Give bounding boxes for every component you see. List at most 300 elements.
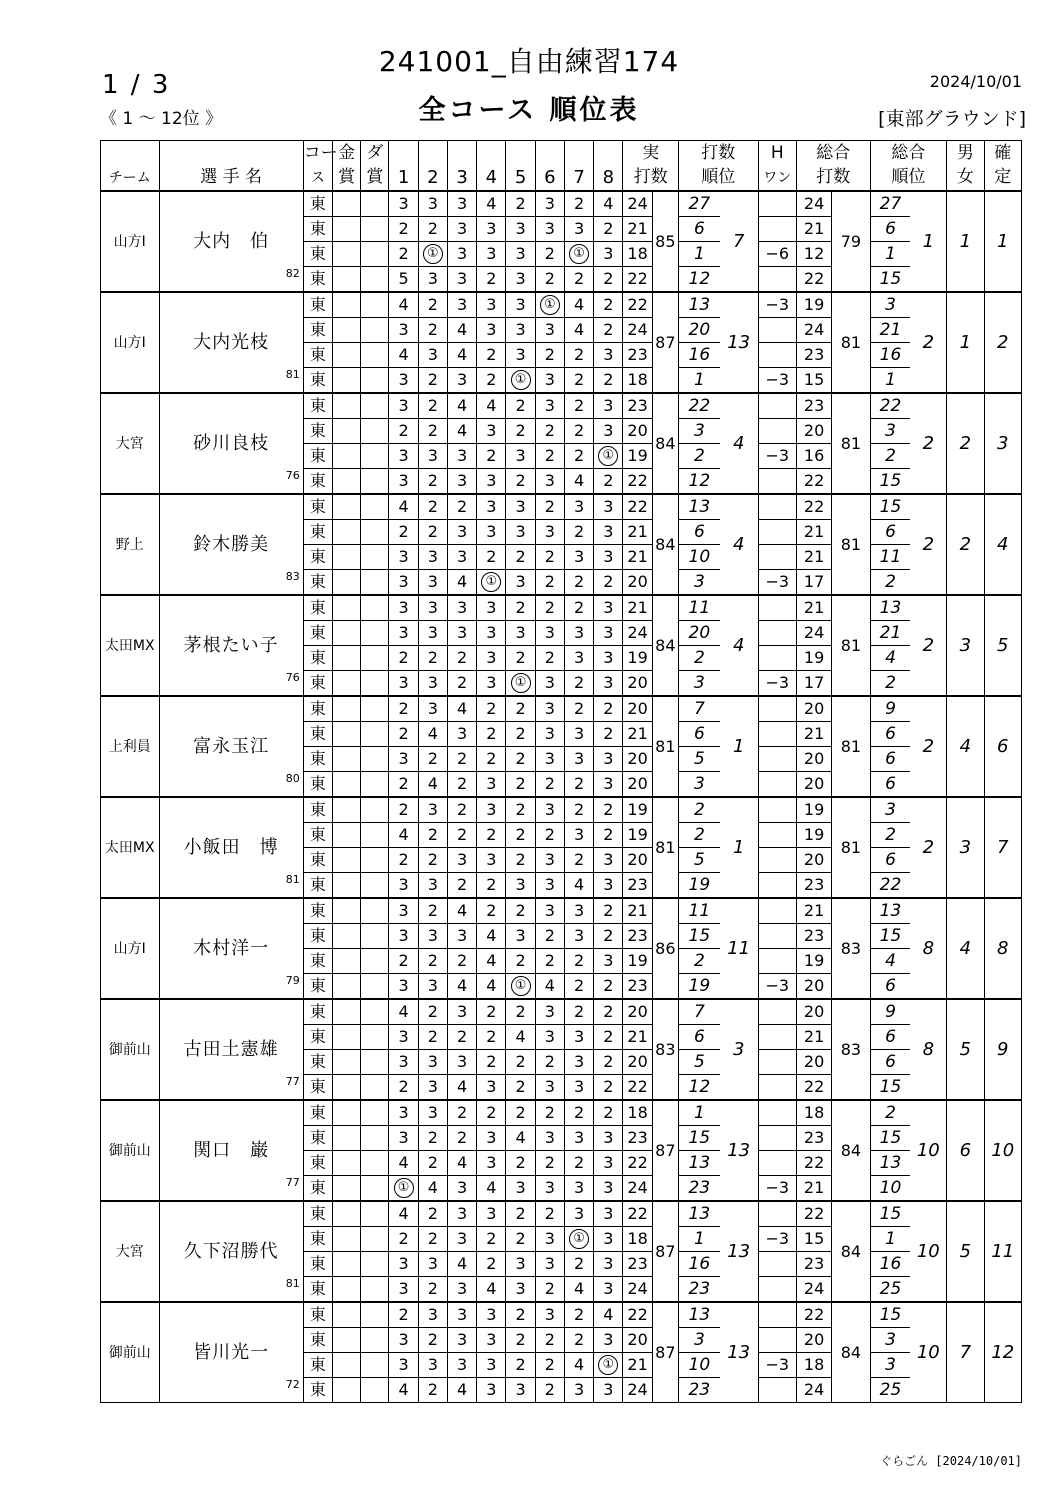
hole-score: 2 [535,343,564,368]
course-cell: 東 [303,1151,332,1176]
hole-score: 2 [418,1126,447,1151]
hole-score: 3 [506,318,535,343]
hole-score: 3 [447,1353,476,1378]
round-total-rank: 16 [870,343,910,368]
hole-score: 3 [389,1126,418,1151]
round-strokes-rank: 3 [678,419,719,444]
round-total-strokes: 21 [796,1025,831,1050]
hole-score: 2 [564,595,593,621]
player-age: 81 [285,1277,300,1290]
round-sum: 19 [623,646,652,671]
final-rank: 1 [984,191,1021,292]
h-one-cell [758,924,796,949]
hole-score: 3 [477,848,506,873]
round-total-rank: 1 [870,1227,910,1252]
round-sum: 24 [623,621,652,646]
round-strokes-rank: 1 [678,242,719,267]
da-cell [361,595,389,621]
round-sum: 24 [623,191,652,217]
team-name: 太田MX [101,797,160,898]
hole-score: 2 [418,999,447,1025]
hole-score: 3 [418,191,447,217]
actual-rank: 13 [720,1100,758,1201]
hole-score: 3 [477,242,506,267]
hole-score: 2 [594,898,623,924]
hole-score: 2 [535,444,564,469]
hole-score: 3 [535,1126,564,1151]
hole-score: 2 [594,292,623,318]
round-total-strokes: 16 [796,444,831,469]
hole-score: 3 [447,444,476,469]
hole-score: 3 [535,393,564,419]
hole-score: 2 [535,595,564,621]
da-cell [361,1126,389,1151]
hole-score: 2 [535,1353,564,1378]
actual-strokes: 81 [652,696,678,797]
actual-rank: 4 [720,393,758,494]
hole-score: 3 [389,595,418,621]
total-rank: 10 [910,1201,946,1302]
round-strokes-rank: 16 [678,1252,719,1277]
hole-score: 3 [535,696,564,722]
player-header: 選 手 名 [159,165,303,191]
player-name: 大内 伯 82 [159,191,303,292]
round-total-strokes: 24 [796,191,831,217]
hole-score: 3 [564,898,593,924]
hole-score: 3 [477,671,506,697]
hole-score: 3 [477,1328,506,1353]
hole-score: 4 [389,1201,418,1227]
round-strokes-rank: 23 [678,1378,719,1403]
total-rank: 8 [910,898,946,999]
hole-score: 3 [535,898,564,924]
course-cell: 東 [303,1353,332,1378]
course-cell: 東 [303,999,332,1025]
hole-score: 2 [506,747,535,772]
da-cell [361,267,389,293]
gold-cell [333,242,361,267]
course-cell: 東 [303,595,332,621]
hole-score: 3 [594,1176,623,1202]
da-cell [361,1201,389,1227]
hole-score: 3 [389,1025,418,1050]
gold-cell [333,747,361,772]
hole-score: 3 [506,217,535,242]
round-strokes-rank: 23 [678,1277,719,1303]
hole-score: 2 [418,1227,447,1252]
hole-score: 2 [477,368,506,394]
document-title: 241001_自由練習174 [378,45,680,78]
total-rank: 8 [910,999,946,1100]
gold-cell [333,570,361,596]
hole-score: 3 [447,242,476,267]
h-one-cell [758,999,796,1025]
h-one-cell: −3 [758,444,796,469]
total-rank: 2 [910,393,946,494]
round-total-rank: 2 [870,671,910,697]
hole-score: 3 [447,191,476,217]
hole-score: 3 [447,999,476,1025]
hole-score: 3 [594,646,623,671]
hole-score: 2 [389,722,418,747]
round-total-rank: 15 [870,1126,910,1151]
hole-score: 3 [447,368,476,394]
h-one-cell [758,1126,796,1151]
round-total-rank: 6 [870,848,910,873]
hole-score: 2 [477,1100,506,1126]
h-one-cell [758,1378,796,1403]
round-sum: 18 [623,1100,652,1126]
hole-score: 4 [564,873,593,899]
table-row [101,1302,1022,1328]
round-total-strokes: 21 [796,217,831,242]
round-total-strokes: 17 [796,570,831,596]
hole-score: 3 [506,343,535,368]
gold-cell [333,343,361,368]
hole-score: 3 [535,191,564,217]
hole-score-ace [564,242,593,267]
hole-score: 2 [564,267,593,293]
gold-header: 金 [333,141,361,166]
hole-score: 2 [506,848,535,873]
round-total-strokes: 23 [796,873,831,899]
round-strokes-rank: 6 [678,217,719,242]
hole-score: 3 [389,191,418,217]
h-one-cell [758,267,796,293]
table-row [101,393,1022,419]
h-one-cell [758,419,796,444]
total-strokes: 81 [832,696,870,797]
hole-score: 2 [447,494,476,520]
round-strokes-rank: 3 [678,570,719,596]
hole-score: 2 [418,646,447,671]
h-one-cell [758,520,796,545]
table-row [101,696,1022,722]
da-cell [361,722,389,747]
hole-score: 3 [418,267,447,293]
course-cell: 東 [303,1302,332,1328]
round-sum: 21 [623,595,652,621]
round-sum: 23 [623,1252,652,1277]
gold-cell [333,469,361,495]
round-strokes-rank: 12 [678,267,719,293]
player-name: 富永玉江 80 [159,696,303,797]
hole-score: 3 [594,419,623,444]
page-number: 1 / 3 [102,70,171,100]
hole-score: 3 [594,1328,623,1353]
hole-score: 2 [477,999,506,1025]
da-cell [361,873,389,899]
gold-cell [333,1050,361,1075]
hole-score: 3 [564,823,593,848]
team-name: 御前山 [101,999,160,1100]
hole-score: 3 [535,671,564,697]
hole-score: 2 [564,1328,593,1353]
gender-rank: 5 [947,1201,984,1302]
course-cell: 東 [303,1176,332,1202]
da-cell [361,646,389,671]
round-sum: 19 [623,797,652,823]
table-row [101,1100,1022,1126]
round-strokes-rank: 13 [678,292,719,318]
round-strokes-rank: 19 [678,974,719,1000]
round-sum: 20 [623,772,652,798]
total-rank: 2 [910,797,946,898]
h-one-cell: −3 [758,1227,796,1252]
round-strokes-rank: 19 [678,873,719,899]
total-rank: 2 [910,494,946,595]
hole-in-one-mark: ① [423,244,443,264]
hole-score: 2 [506,696,535,722]
gender-rank: 7 [947,1302,984,1403]
round-total-rank: 21 [870,621,910,646]
da-cell [361,570,389,596]
round-total-rank: 15 [870,267,910,293]
da-cell [361,949,389,974]
actual-rank: 1 [720,797,758,898]
round-strokes-rank: 13 [678,494,719,520]
hole-score: 4 [447,696,476,722]
hole-score: 2 [418,292,447,318]
hole-in-one-mark: ① [481,572,501,592]
course-cell: 東 [303,848,332,873]
total-strokes: 83 [832,999,870,1100]
hole-score: 3 [477,1151,506,1176]
h-one-cell: −3 [758,292,796,318]
hole-score: 2 [535,1378,564,1403]
round-sum: 20 [623,1328,652,1353]
h-one-cell [758,898,796,924]
round-total-rank: 25 [870,1277,910,1303]
h-one-cell [758,393,796,419]
hole-score: 4 [389,1378,418,1403]
round-strokes-rank: 7 [678,696,719,722]
course-cell: 東 [303,1025,332,1050]
hole-score: 3 [477,1126,506,1151]
hole-score: 4 [389,292,418,318]
final-rank: 10 [984,1100,1021,1201]
round-total-strokes: 20 [796,1328,831,1353]
round-total-rank: 25 [870,1378,910,1403]
round-strokes-rank: 11 [678,595,719,621]
round-strokes-rank: 13 [678,1151,719,1176]
h-header: H [758,141,796,166]
h-one-cell [758,1100,796,1126]
hole-score: 2 [506,999,535,1025]
gold-cell [333,1227,361,1252]
hole-score: 4 [506,1025,535,1050]
hole-in-one-mark: ① [511,370,531,390]
gold-cell [333,1075,361,1101]
hole-score: 2 [564,999,593,1025]
round-total-strokes: 23 [796,343,831,368]
round-strokes-rank: 1 [678,1100,719,1126]
actual-strokes: 81 [652,797,678,898]
hole-score: 3 [594,1277,623,1303]
hole-score: 3 [389,621,418,646]
actual-rank: 4 [720,595,758,696]
round-strokes-rank: 23 [678,1176,719,1202]
da-cell [361,1227,389,1252]
hole-score: 2 [535,1100,564,1126]
hole-score-ace [506,974,535,1000]
gender-rank: 5 [947,999,984,1100]
hole-score: 3 [447,1277,476,1303]
actual-rank: 11 [720,898,758,999]
course-cell: 東 [303,545,332,570]
player-name: 鈴木勝美 83 [159,494,303,595]
round-total-strokes: 19 [796,292,831,318]
hole-score: 3 [418,797,447,823]
gender-rank: 3 [947,797,984,898]
round-total-strokes: 21 [796,520,831,545]
hole-score: 3 [594,494,623,520]
hole-score: 3 [506,924,535,949]
table-row [101,191,1022,217]
h-one-cell [758,621,796,646]
hole-score: 3 [594,595,623,621]
round-total-strokes: 22 [796,1302,831,1328]
hole-score: 2 [506,1151,535,1176]
hole-score: 3 [418,343,447,368]
hole-score: 3 [418,1075,447,1101]
hole-score: 2 [477,823,506,848]
hole-score: 3 [535,848,564,873]
course-cell: 東 [303,469,332,495]
hole-score: 3 [418,1252,447,1277]
da-cell [361,520,389,545]
round-strokes-rank: 2 [678,444,719,469]
total-rank: 2 [910,696,946,797]
round-total-strokes: 20 [796,974,831,1000]
da-cell [361,1328,389,1353]
hole-score: 2 [564,520,593,545]
round-total-strokes: 22 [796,469,831,495]
hole-score: 5 [389,267,418,293]
team-name: 山方Ⅰ [101,292,160,393]
h-one-cell [758,494,796,520]
round-sum: 18 [623,1227,652,1252]
hole-score: 4 [477,1176,506,1202]
total-rank: 10 [910,1302,946,1403]
hole-score: 2 [447,797,476,823]
hole-score: 3 [594,873,623,899]
gender-header: 男 [947,141,984,166]
actual-strokes: 83 [652,999,678,1100]
hole-in-one-mark: ① [569,1229,589,1249]
hole-score: 2 [564,419,593,444]
course-cell: 東 [303,494,332,520]
course-cell: 東 [303,646,332,671]
hole-score: 3 [477,469,506,495]
hole-score: 2 [418,494,447,520]
course-cell: 東 [303,570,332,596]
round-strokes-rank: 22 [678,393,719,419]
player-age: 80 [285,772,300,785]
hole-score: 2 [506,595,535,621]
final-rank: 6 [984,696,1021,797]
course-cell: 東 [303,621,332,646]
hole-score: 3 [506,873,535,899]
h-one-cell [758,772,796,798]
hole-score: 2 [477,1252,506,1277]
hole-score: 2 [506,393,535,419]
hole-score-ace [535,292,564,318]
hole-score: 2 [564,393,593,419]
round-strokes-rank: 2 [678,823,719,848]
hole-score: 4 [477,393,506,419]
hole-score: 3 [594,1126,623,1151]
player-name: 小飯田 博 81 [159,797,303,898]
hole-score: 2 [564,191,593,217]
hole-score: 3 [477,595,506,621]
hole-score: 2 [594,368,623,394]
hole-score: 2 [594,318,623,343]
course-cell: 東 [303,696,332,722]
gold-cell [333,1277,361,1303]
round-total-rank: 13 [870,595,910,621]
hole-score: 3 [447,1050,476,1075]
hole-score: 2 [506,1100,535,1126]
course-cell: 東 [303,974,332,1000]
hole-score: 3 [594,772,623,798]
hole-score: 2 [418,520,447,545]
hole-in-one-mark: ① [598,446,618,466]
round-total-rank: 2 [870,823,910,848]
hole-score: 3 [564,722,593,747]
course-header: コー [303,141,332,166]
gold-cell [333,444,361,469]
gender-rank: 1 [947,292,984,393]
hole-score: 3 [506,1277,535,1303]
hole-score: 3 [447,1328,476,1353]
hole-score: 2 [564,949,593,974]
h-one-cell [758,696,796,722]
h-one-cell [758,469,796,495]
hole-score: 3 [477,419,506,444]
round-total-rank: 2 [870,1100,910,1126]
hole-score: 2 [389,949,418,974]
hole-score: 4 [594,1302,623,1328]
hole-score: 3 [594,1151,623,1176]
hole-score: 2 [594,696,623,722]
hole-6-header: 6 [535,165,564,191]
round-total-strokes: 24 [796,1277,831,1303]
total-strokes: 84 [832,1201,870,1302]
round-total-rank: 15 [870,924,910,949]
h-one-cell [758,848,796,873]
round-total-strokes: 20 [796,999,831,1025]
document-date: 2024/10/01 [929,72,1022,91]
round-total-rank: 6 [870,974,910,1000]
course-cell: 東 [303,1252,332,1277]
round-total-rank: 9 [870,999,910,1025]
total-strokes: 81 [832,595,870,696]
gender-rank: 2 [947,393,984,494]
round-strokes-rank: 2 [678,646,719,671]
hole-score: 2 [535,1328,564,1353]
round-total-rank: 22 [870,393,910,419]
hole-score: 3 [564,1050,593,1075]
hole-score: 3 [477,1201,506,1227]
course-cell: 東 [303,242,332,267]
da-cell [361,343,389,368]
hole-score: 3 [477,772,506,798]
round-total-rank: 2 [870,570,910,596]
hole-score: 2 [535,1050,564,1075]
course-cell: 東 [303,722,332,747]
hole-score: 3 [447,722,476,747]
